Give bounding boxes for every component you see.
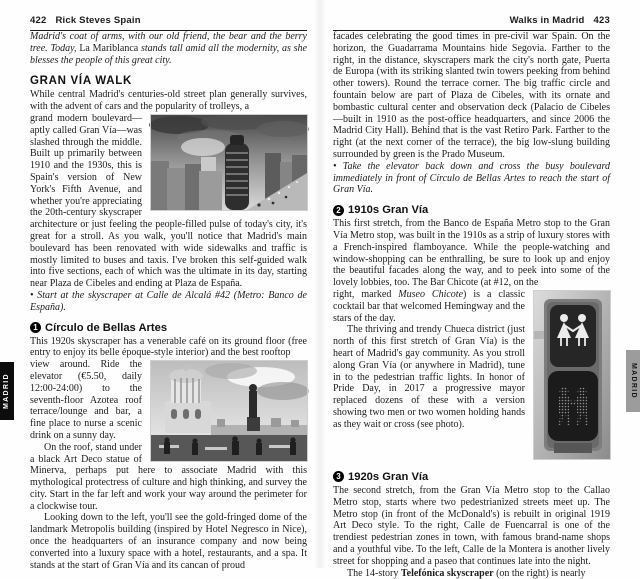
walking-direction: • Take the elevator back down and cross the busy boulevard immediately in front of Círculo de Bellas Artes to reach the start of Gran Vía. [333,160,610,196]
museo-chicote-italic: Museo Chicote [398,288,464,300]
text-segment: The 14-story [347,567,401,579]
stop2-paragraph-start: This first stretch, from the Banco de España Metro stop to the Gran Vía Metro stop, was built in the 1910s as a strip of luxury stores with a French-inspired flamboyance. While the people-watching and window-shopping can be enthralling, be sure to look up and enjoy the beautiful facades along the way, and to peek into some of the lovely lobbies, too. The Bar Chicote (at #12, on the [333,218,610,289]
text-segment: right, marked [333,288,399,300]
stop3-title: 1920s Gran Vía [348,470,429,483]
book-title: Rick Steves Spain [55,15,141,26]
page-number: 422 [30,15,47,26]
lead-paragraph [30,31,307,66]
intro-paragraph-start: While central Madrid's centuries-old street plan generally survives, with the advent of cars and the popularity of trolleys, a [30,89,307,113]
stop1-paragraph-2: On the roof, stand under a black Art Deco statue of Minerva, perhaps put here to associate Madrid with this mythological protectress of culture and high thinking, and survey the city. Start in the far left and work your way around the perimeter for a clockwise tour. [30,441,307,512]
left-running-header [30,15,307,31]
gran-via-aerial-photo [151,115,307,210]
stop1-heading [30,322,307,334]
stop1-number-badge: 1 [30,322,41,333]
stop1-paragraph-wrap: view around. Ride the elevator (€5.50, daily 12:00-24:00) to the seventh-floor Azotea roof terrace/lounge and bar, a fine place to nurse a scenic drink on a sunny day. [30,359,142,441]
pride-traffic-light-photo [534,291,610,459]
text-segment: Madrid's coat of arms, with our old friend, the bear and the berry tree. Today, [30,31,307,54]
stop3-paragraph-1: The second stretch, from the Gran Vía Metro stop to the Callao Metro stop, starts where two pedestrianized streets meet up. The Metro stop (in front of the McDonald's) is rebuilt in original 1919 Art Deco style. To the right, Calle de Fuencarral is one of the trendiest pedestrian zones in town, with famous brand-name shops and a youthful vibe. To the left, Calle de la Montera is another lively street for shopping and a paseo that continues late into the night. [333,484,610,567]
stop2-title: 1910s Gran Vía [348,204,429,217]
rooftop-terrace-photo [151,361,307,461]
walk-section-heading: GRAN VÍA WALK [30,75,132,88]
madrid-chapter-tab-right: MADRID [626,350,640,412]
stop1-wrap-block [30,359,307,512]
stop2-number-badge: 2 [333,205,344,216]
telefonica-bold: Telefónica skyscraper [400,567,494,579]
madrid-chapter-tab-left: MADRID [0,362,14,420]
text-segment: stands tall amid all the modernity, as she blesses the people of this great city. [30,42,307,66]
stop3-paragraph-2 [333,568,610,579]
page-423 [320,0,640,579]
stop2-wrap-block [333,289,610,463]
right-running-header [333,15,610,31]
stop3-number-badge: 3 [333,471,344,482]
stop1-paragraph-start: This 1920s skyscraper has a venerable café on its ground floor (free entry to enjoy its belle époque-style interior) and the best rooftop [30,335,307,359]
page-number: 423 [593,15,610,26]
continued-paragraph: facades celebrating the good times in pre-civil war Spain. On the horizon, the Guadarrama Mountains hide Segovia. Farther to the right, in the distance, skyscrapers mark the city's north gate, Puerta de Europa (with its striking slanted twin towers peeking from behind other towers). Round the terrace corner. The big traffic circle and fountain below are part of Plaza de Cibeles, with its ornate and bombastic cultural center and observation deck (Palacio de Cibeles—built in 1910 as the post-office headquarters, and since 2006 the Madrid City Hall). Behind that is the vast Retiro Park. Farther to the right (at the next corner of the terrace), the big low-slung building surrounded by green is the Prado Museum. [333,31,610,160]
text-segment: ) is a classic cocktail bar that welcomed Hemingway and the stars of the day. [333,288,526,324]
stop2-heading [333,204,610,216]
intro-wrap-block [30,113,307,290]
proper-noun: La Mariblanca [79,42,139,54]
stop3-heading [333,471,610,483]
stop2-paragraph-2: The thriving and trendy Chueca district (just north of this first stretch of Gran Vía) is the heart of Madrid's gay community. As you stroll along Gran Vía (or anywhere in Madrid), tune in to the pedestrian traffic lights. In honor of Pride Day, in 2017 a progressive mayor replaced dozens of these with a version showing two men or two women holding hands as they wait or cross (see photo). [333,324,525,430]
page-gutter [314,0,326,568]
stop1-title: Círculo de Bellas Artes [45,321,168,334]
chapter-title: Walks in Madrid [509,15,585,26]
page-422 [0,0,320,571]
stop1-paragraph-3: Looking down to the left, you'll see the gold-fringed dome of the landmark Metropolis building (inspired by Hotel Negresco in Nice), once the headquarters of an insurance company and now being converted into a luxury space with a hotel, restaurants, and a spa. It stands at the start of Gran Vía and its cancan of proud [30,512,307,571]
text-segment: (on the right) is nearly [493,567,586,579]
walking-direction: • Start at the skyscraper at Calle de Alcalá #42 (Metro: Banco de España). [30,289,307,313]
intro-paragraph-wrap: grand modern boulevard—aptly called Gran Vía—was slashed through the middle. Built up primarily between 1910 and the 1930s, this is Spain's version of New York's Fifth Avenue, and whether you're appreciating the 20th-century skyscraper architecture or just feeling the people-filled pulse of today's city, it's great for a stroll. As you walk, you'll notice that Madrid's main boulevard has been renovated with wide sidewalks and traffic is mostly limited to buses and taxis. I've broken this self-guided walk into five sections, each of which was the ultimate in its day, starting near Plaza de Cibeles and ending at Plaza de España. [30,112,307,290]
